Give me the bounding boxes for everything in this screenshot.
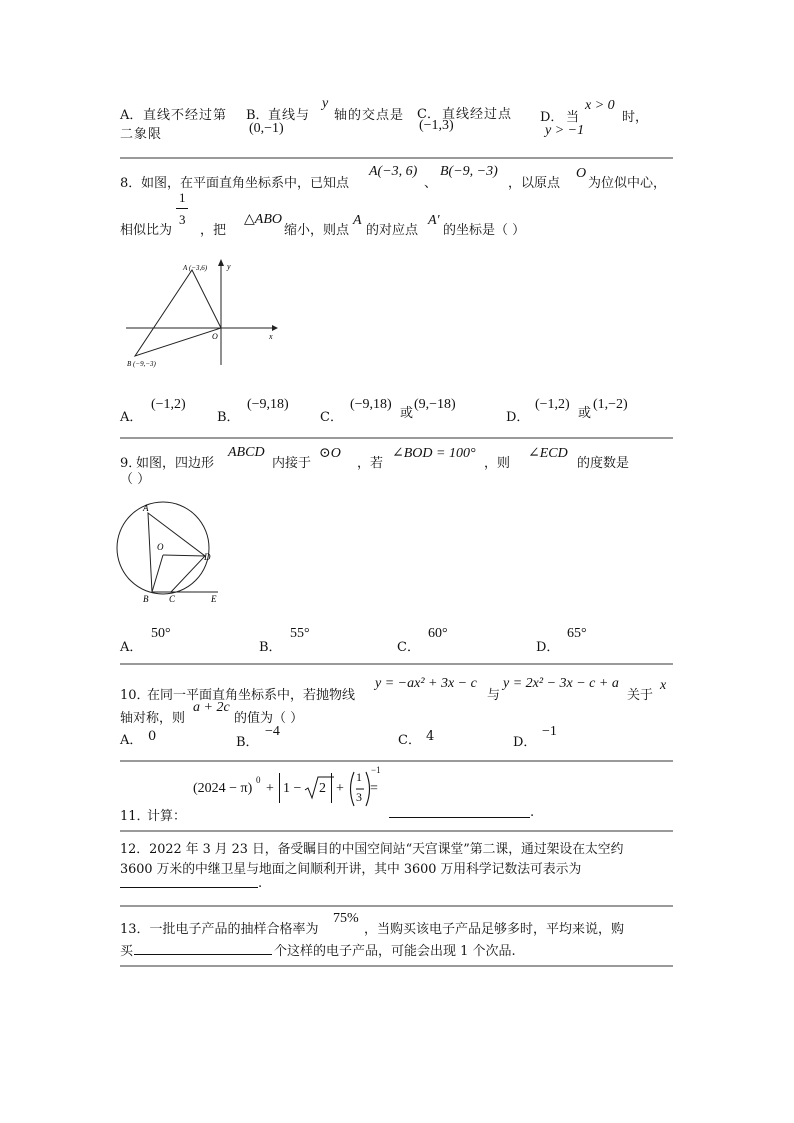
- label-y: y: [227, 262, 231, 271]
- q13-text-2: ，当购买该电子产品足够多时，平均来说，购: [364, 922, 625, 937]
- q10-text-4: 轴对称，则: [120, 711, 186, 726]
- q8-fraction-numerator: 1: [179, 190, 186, 205]
- q8-option-b-value: (−9,18): [247, 397, 289, 412]
- divider: [120, 437, 673, 439]
- q12-line-2: 3600 万米的中继卫星与地面之间顺利开讲，其中 3600 万用科学记数法可表示为: [120, 862, 582, 877]
- q10-option-d-label: D．: [513, 735, 537, 750]
- q8-option-d-label: D．: [506, 410, 530, 425]
- q10-option-a-label: A．: [120, 733, 143, 748]
- q13-text-4: 个这样的电子产品，可能会出现 1 个次品.: [274, 944, 516, 959]
- q9-quadrilateral: ABCD: [228, 445, 265, 460]
- q9-text: 如图，四边形: [136, 456, 215, 471]
- divider: [120, 760, 673, 762]
- q10-number: 10．: [120, 688, 150, 703]
- q7-option-a-text-2: 二象限: [120, 127, 163, 142]
- q10-option-d-value: −1: [542, 724, 557, 739]
- q11-exponent-neg-1: −1: [371, 765, 381, 775]
- q13-text-3: 买: [120, 944, 134, 959]
- q8-text-4: 相似比为: [120, 223, 173, 238]
- q8-text: 如图，在平面直角坐标系中，已知点: [141, 176, 350, 191]
- q9-option-d-label: D．: [536, 640, 560, 655]
- q7-option-b-var: y: [322, 96, 329, 111]
- q12-line-1: 12．2022 年 3 月 23 日，备受瞩目的中国空间站“天宫课堂”第二课，通过架设在太空约: [120, 842, 624, 857]
- q9-number: 9．: [120, 456, 142, 471]
- q7-option-c-math: (−1,3): [419, 118, 454, 133]
- q7-option-c-label: C．: [417, 107, 440, 122]
- q7-option-d-math-2: y > −1: [545, 123, 585, 138]
- q13-text: 13．一批电子产品的抽样合格率为: [120, 922, 319, 937]
- q11-period: .: [530, 805, 535, 820]
- q8-separator: 、: [424, 176, 438, 191]
- q9-text-4: ，则: [484, 456, 511, 471]
- q10-option-c-value: 4: [426, 729, 435, 744]
- q10-equation-2: y = 2x² − 3x − c + a: [503, 676, 619, 691]
- label-d: D: [204, 552, 211, 562]
- q8-text-3: 为位似中心，: [588, 176, 667, 191]
- divider: [120, 965, 673, 967]
- q10-text-2: 与: [487, 688, 501, 703]
- q7-option-b-text: 直线与: [268, 108, 311, 123]
- q13-answer-blank: [134, 954, 272, 955]
- q8-fraction-denominator: 3: [179, 212, 186, 227]
- q8-point-a: A(−3, 6): [369, 164, 418, 179]
- q7-option-c-text: 直线经过点: [442, 107, 513, 122]
- q8-text-2: ，以原点: [508, 176, 561, 191]
- q10-option-a-value: 0: [148, 729, 157, 744]
- q9-text-3: ，若: [357, 456, 384, 471]
- q9-text-2: 内接于: [272, 456, 312, 471]
- q9-option-c-value: 60°: [428, 626, 448, 641]
- q9-option-b-value: 55°: [290, 626, 310, 641]
- q11-abs-right-bar: [331, 773, 332, 803]
- label-a: A: [143, 503, 149, 513]
- q8-number: 8．: [120, 176, 142, 191]
- q11-fraction-numerator: 1: [356, 770, 362, 784]
- q10-text-3: 关于: [627, 688, 654, 703]
- q9-option-d-value: 65°: [567, 626, 587, 641]
- y-axis-arrow-icon: [218, 259, 224, 266]
- q8-option-c-value: (−9,18): [350, 397, 392, 412]
- q8-point-b: B(−9, −3): [440, 164, 498, 179]
- q10-option-c-label: C．: [398, 733, 421, 748]
- q10-text-5: 的值为（ ）: [234, 711, 304, 726]
- q8-origin: O: [576, 166, 587, 181]
- label-b: B: [143, 594, 149, 604]
- q9-circle: ⊙O: [319, 446, 341, 461]
- q8-option-d-value-2: (1,−2): [593, 397, 628, 412]
- q13-rate: 75%: [333, 911, 359, 926]
- divider: [120, 830, 673, 832]
- q7-option-d-label: D．: [540, 110, 564, 125]
- q10-equation-1: y = −ax² + 3x − c: [375, 676, 477, 691]
- label-x: x: [269, 332, 273, 341]
- q12-period: .: [258, 876, 263, 891]
- q8-triangle: △ABO: [244, 212, 282, 227]
- label-e: E: [211, 594, 217, 604]
- q8-point-a-ref: A: [353, 213, 362, 228]
- divider: [120, 663, 673, 665]
- q7-option-d-math: x > 0: [585, 98, 615, 113]
- q8-option-c-or: 或: [400, 406, 414, 421]
- q11-sqrt-argument: 2: [319, 781, 326, 796]
- q8-text-7: 的对应点: [366, 223, 419, 238]
- q11-equals: =: [370, 781, 378, 796]
- q8-text-6: 缩小，则点: [284, 223, 350, 238]
- q8-option-a-label: A．: [120, 410, 143, 425]
- q9-paren: （ ）: [120, 472, 151, 487]
- q12-answer-blank: [120, 887, 258, 888]
- q8-coordinate-figure: [120, 255, 280, 370]
- q7-option-a-label: A．: [120, 108, 143, 123]
- q8-option-a-value: (−1,2): [151, 397, 186, 412]
- q11-exponent-zero: 0: [256, 775, 261, 785]
- q8-text-5: ，把: [200, 223, 227, 238]
- q8-option-d-or: 或: [578, 406, 592, 421]
- q11-text: 计算：: [147, 809, 187, 824]
- q8-fraction-bar: [176, 208, 188, 209]
- q10-text: 在同一平面直角坐标系中，若抛物线: [147, 688, 356, 703]
- segment-ob: [152, 555, 163, 592]
- q8-option-c-label: C．: [320, 410, 343, 425]
- label-origin: O: [212, 332, 218, 341]
- segment-od: [163, 555, 205, 556]
- q7-option-d-text: 当: [566, 110, 580, 125]
- q7-option-b-label: B．: [246, 108, 269, 123]
- q10-expression: a + 2c: [193, 700, 230, 715]
- q7-option-b-math: (0,−1): [249, 121, 284, 136]
- q9-circle-figure: [115, 500, 225, 606]
- q7-option-a-text: 直线不经过第: [143, 108, 228, 123]
- divider: [120, 157, 673, 159]
- q8-text-8: 的坐标是（ ）: [443, 223, 526, 238]
- label-point-b: B (−9,−3): [127, 360, 156, 368]
- label-point-a: A (−3,6): [183, 264, 208, 272]
- q9-option-b-label: B．: [259, 640, 282, 655]
- q8-option-b-label: B．: [217, 410, 240, 425]
- q8-option-d-value: (−1,2): [535, 397, 570, 412]
- q10-option-b-label: B．: [236, 735, 259, 750]
- q10-var-x: x: [660, 678, 667, 693]
- q11-abs-part: 1 −: [283, 781, 302, 796]
- q9-text-5: 的度数是: [577, 456, 630, 471]
- x-axis-arrow-icon: [272, 325, 278, 331]
- q11-plus-1: +: [266, 781, 274, 796]
- q9-angle-bod: ∠BOD = 100°: [392, 446, 476, 461]
- q11-number: 11．: [120, 809, 150, 824]
- q7-option-b-text-2: 轴的交点是: [334, 108, 405, 123]
- q11-plus-2: +: [336, 781, 344, 796]
- label-c: C: [169, 594, 176, 604]
- q11-fraction-denominator: 3: [356, 790, 362, 804]
- q9-option-c-label: C．: [397, 640, 420, 655]
- q9-angle-ecd: ∠ECD: [528, 446, 568, 461]
- q9-option-a-label: A．: [120, 640, 143, 655]
- q11-abs-left-bar: [279, 773, 280, 803]
- q8-point-a-prime: A′: [428, 213, 440, 228]
- q11-answer-blank: [389, 817, 530, 818]
- triangle-abo: [135, 270, 221, 356]
- q11-expr-part-1: (2024 − π): [193, 781, 253, 796]
- q10-option-b-value: −4: [265, 724, 280, 739]
- label-o: O: [157, 542, 164, 552]
- q7-option-d-text-2: 时，: [622, 110, 649, 125]
- divider: [120, 905, 673, 907]
- q9-option-a-value: 50°: [151, 626, 171, 641]
- q8-option-c-value-2: (9,−18): [414, 397, 456, 412]
